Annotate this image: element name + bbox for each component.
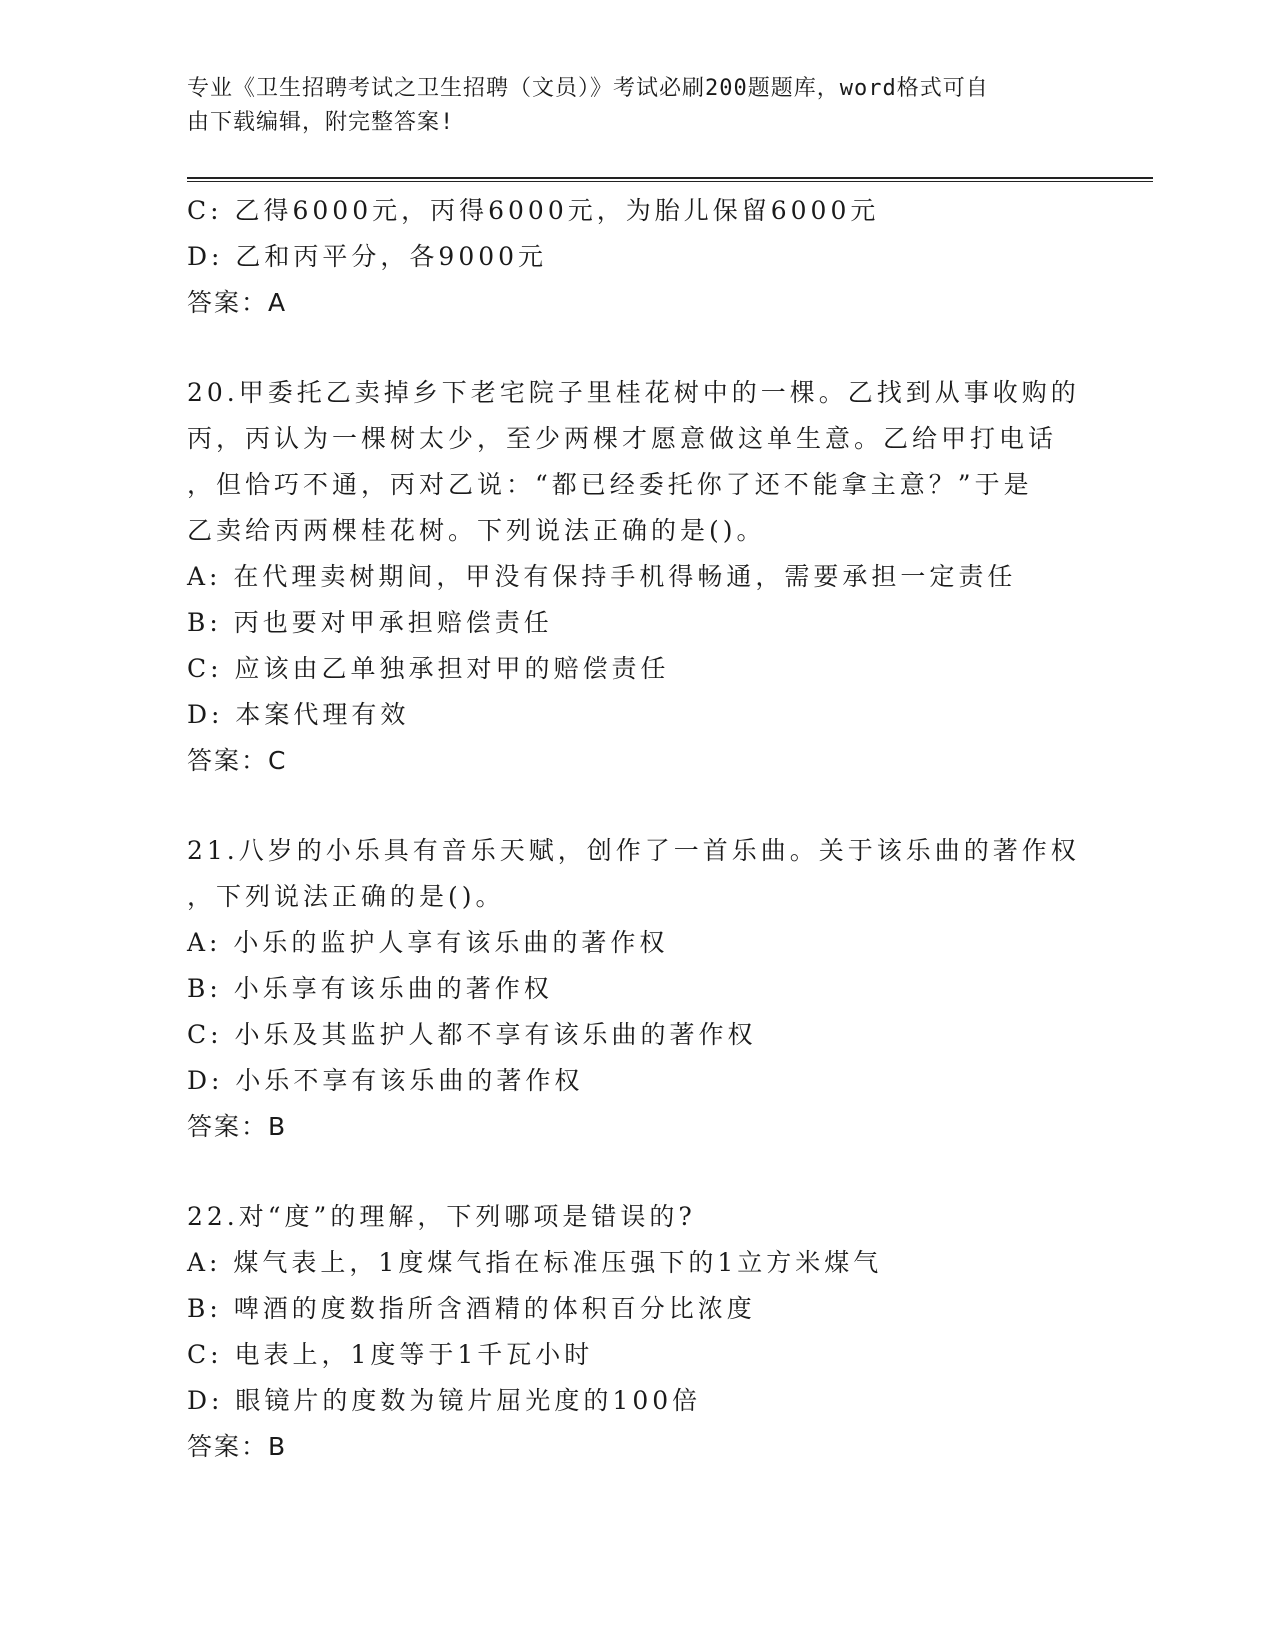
question-stem-line: 22.对“度”的理解，下列哪项是错误的? bbox=[187, 1202, 696, 1231]
question-21 bbox=[187, 828, 1087, 1150]
spacer bbox=[187, 1150, 1087, 1194]
answer: 答案：C bbox=[187, 746, 288, 775]
option-a: A: 煤气表上，1度煤气指在标准压强下的1立方米煤气 bbox=[187, 1248, 883, 1277]
option-d: D: 乙和丙平分，各9000元 bbox=[187, 242, 548, 271]
question-content bbox=[187, 188, 1087, 1470]
question-19-tail bbox=[187, 188, 1087, 326]
option-d: D: 眼镜片的度数为镜片屈光度的100倍 bbox=[187, 1386, 702, 1415]
answer: 答案：A bbox=[187, 288, 288, 317]
header-line-2: 由下载编辑，附完整答案! bbox=[187, 110, 455, 135]
option-c: C: 乙得6000元，丙得6000元，为胎儿保留6000元 bbox=[187, 196, 880, 225]
question-stem-line: 丙，丙认为一棵树太少，至少两棵才愿意做这单生意。乙给甲打电话 bbox=[187, 424, 1058, 453]
spacer bbox=[187, 326, 1087, 370]
question-stem-line: ，但恰巧不通，丙对乙说：“都已经委托你了还不能拿主意？”于是 bbox=[187, 470, 1033, 499]
header-rule bbox=[187, 177, 1153, 182]
option-d: D: 小乐不享有该乐曲的著作权 bbox=[187, 1066, 584, 1095]
question-20 bbox=[187, 370, 1087, 784]
option-c: C: 小乐及其监护人都不享有该乐曲的著作权 bbox=[187, 1020, 757, 1049]
option-b: B: 丙也要对甲承担赔偿责任 bbox=[187, 608, 553, 637]
question-22 bbox=[187, 1194, 1087, 1470]
option-b: B: 小乐享有该乐曲的著作权 bbox=[187, 974, 553, 1003]
header-line-1: 专业《卫生招聘考试之卫生招聘（文员）》考试必刷200题题库，word格式可自 bbox=[187, 76, 989, 101]
option-b: B: 啤酒的度数指所含酒精的体积百分比浓度 bbox=[187, 1294, 756, 1323]
question-stem-line: 20.甲委托乙卖掉乡下老宅院子里桂花树中的一棵。乙找到从事收购的 bbox=[187, 378, 1080, 407]
question-stem-line: ，下列说法正确的是()。 bbox=[187, 882, 505, 911]
question-stem-line: 21.八岁的小乐具有音乐天赋，创作了一首乐曲。关于该乐曲的著作权 bbox=[187, 836, 1080, 865]
option-c: C: 应该由乙单独承担对甲的赔偿责任 bbox=[187, 654, 670, 683]
question-stem-line: 乙卖给丙两棵桂花树。下列说法正确的是()。 bbox=[187, 516, 766, 545]
answer: 答案：B bbox=[187, 1112, 288, 1141]
option-c: C: 电表上，1度等于1千瓦小时 bbox=[187, 1340, 594, 1369]
page-header bbox=[187, 72, 1067, 140]
option-a: A: 小乐的监护人享有该乐曲的著作权 bbox=[187, 928, 669, 957]
option-d: D: 本案代理有效 bbox=[187, 700, 410, 729]
spacer bbox=[187, 784, 1087, 828]
answer: 答案：B bbox=[187, 1432, 288, 1461]
option-a: A: 在代理卖树期间，甲没有保持手机得畅通，需要承担一定责任 bbox=[187, 562, 1017, 591]
